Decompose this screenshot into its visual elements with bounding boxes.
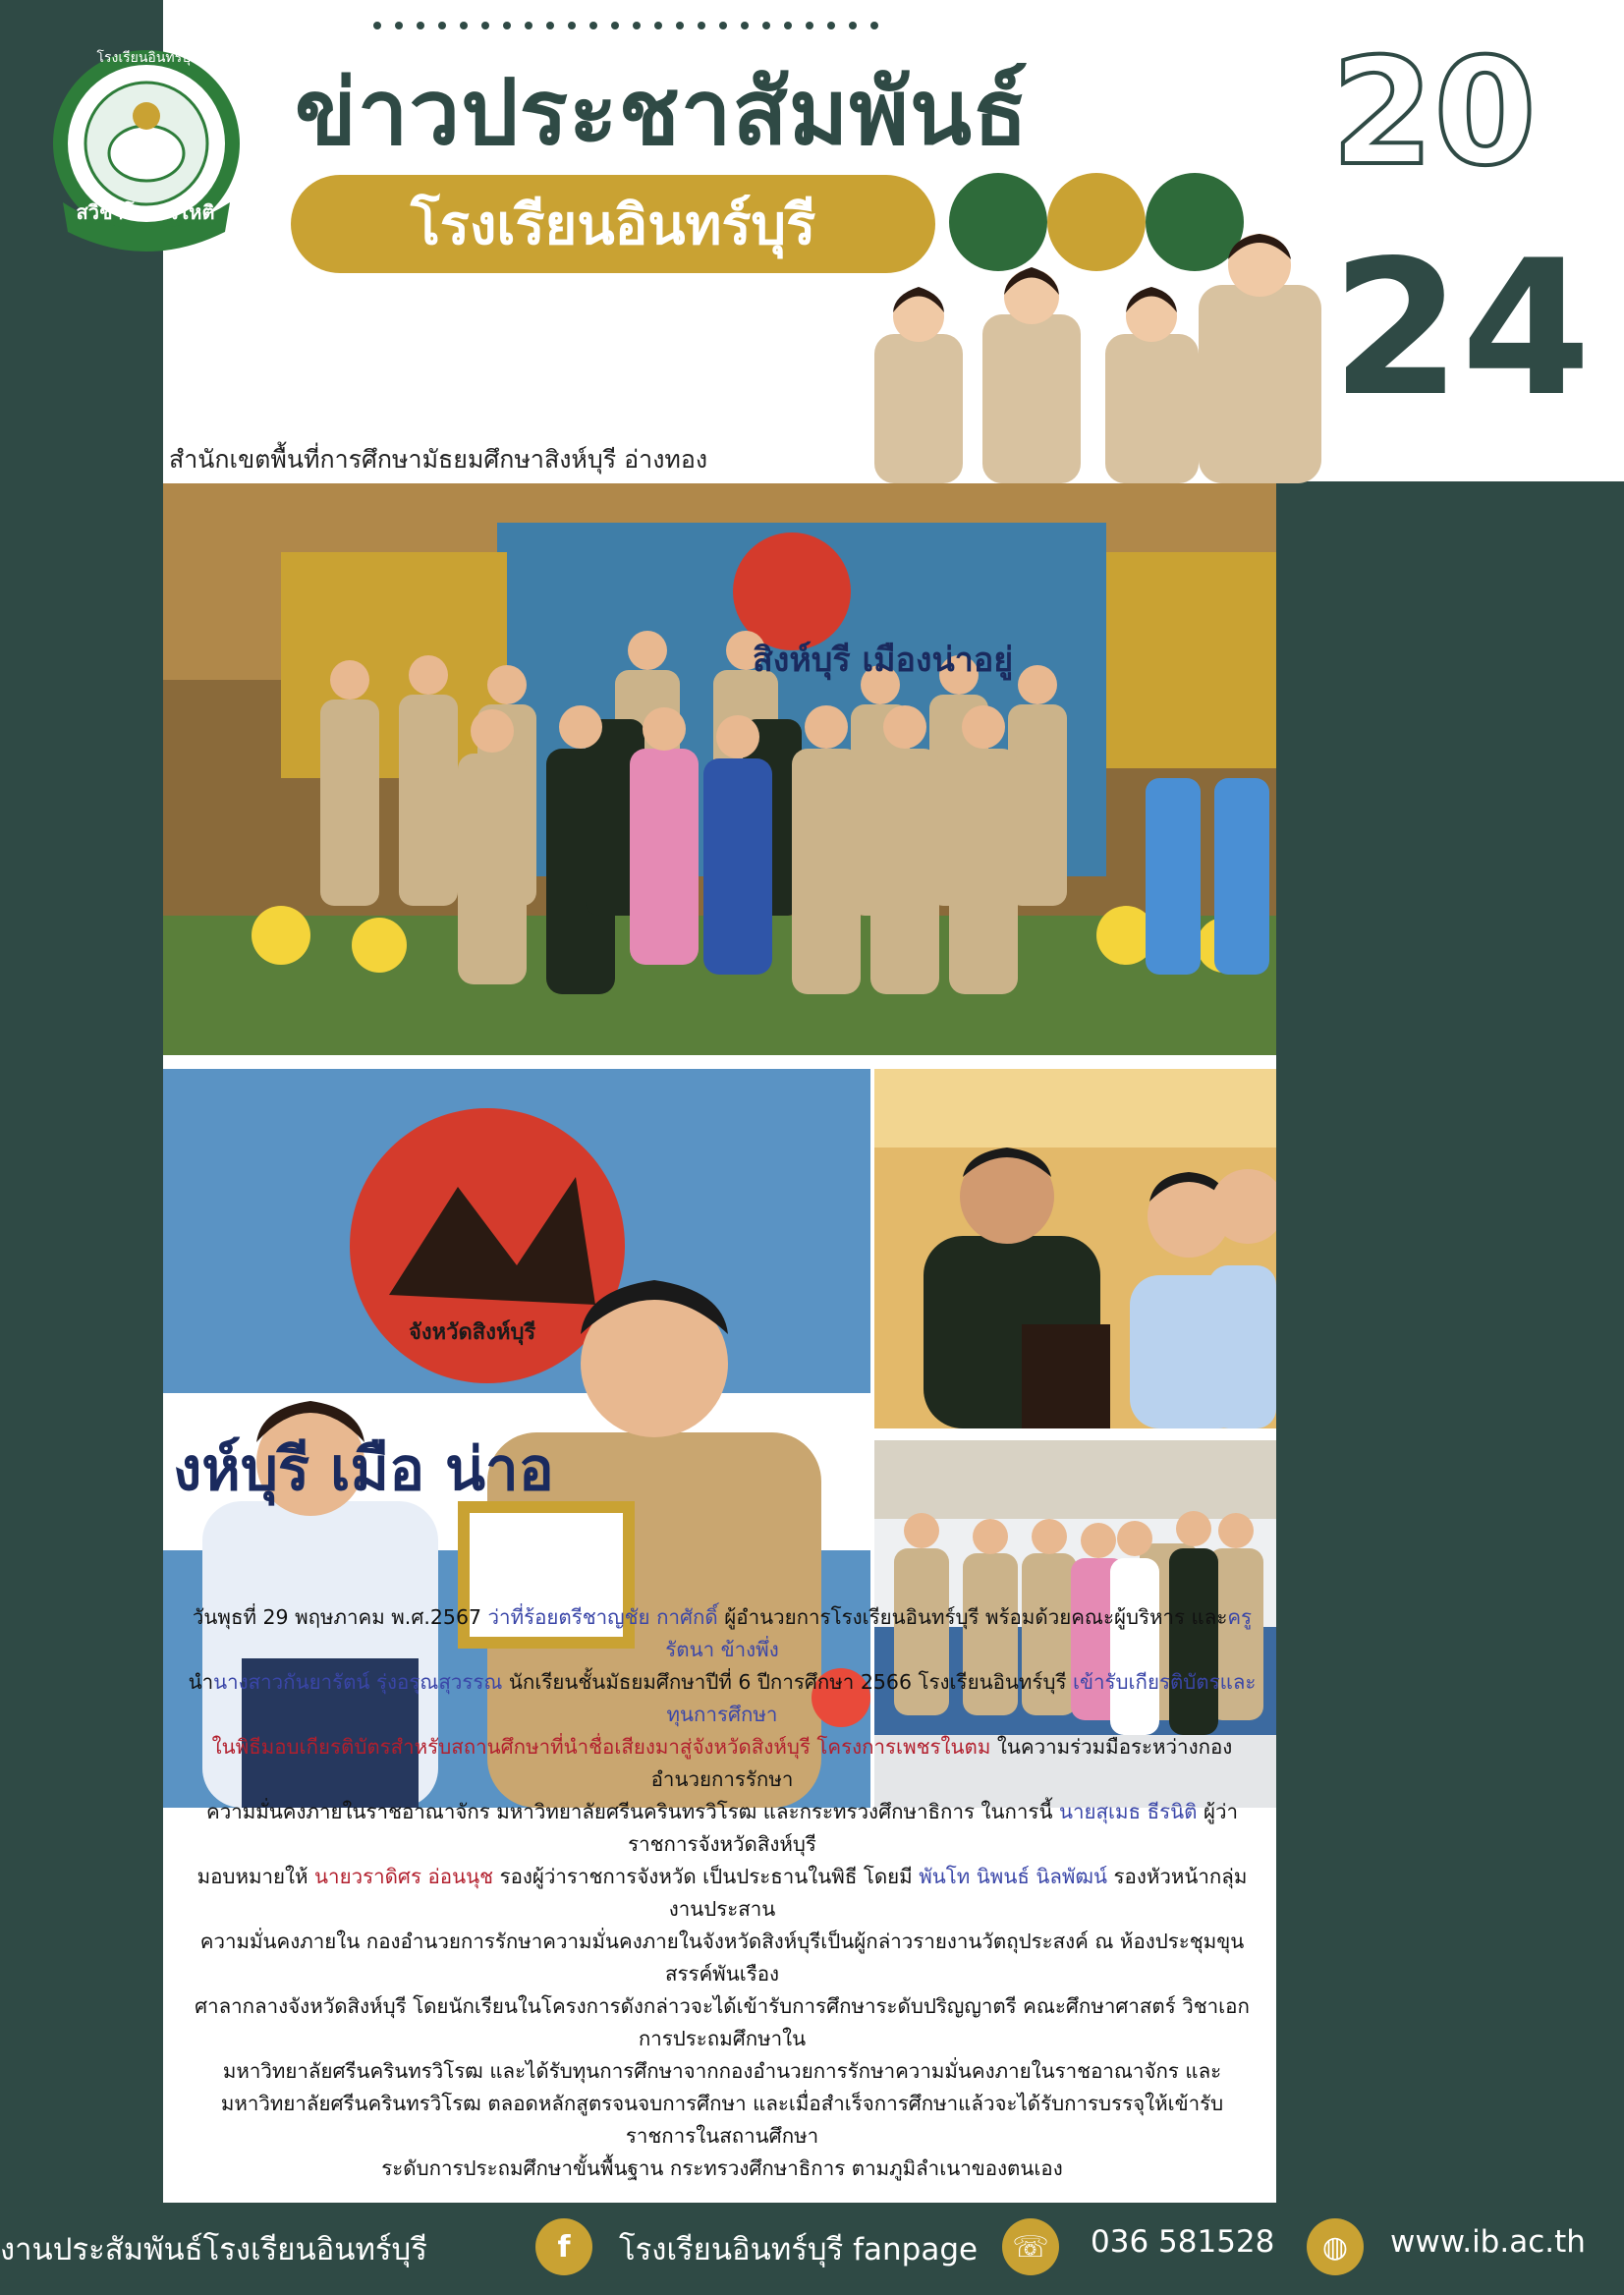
school-name-pill: โรงเรียนอินทร์บุรี xyxy=(291,175,935,273)
staff-portrait xyxy=(865,226,1326,483)
logo-motto: สวิชาโน ภวํโหติ xyxy=(76,200,215,224)
footer-fanpage[interactable]: โรงเรียนอินทร์บุรี fanpage xyxy=(619,2232,979,2267)
year-top: 20 xyxy=(1331,28,1537,198)
article-body xyxy=(187,1601,1258,2185)
photo-group-ceremony xyxy=(163,483,1276,1055)
footer xyxy=(0,2203,1624,2295)
article-line: ความมั่นคงภายในราชอาณาจักร มหาวิทยาลัยศรีนครินทรวิโรฒ และกระทรวงศึกษาธิการ ในการนี้ นายสุเมธ ธีรนิติ ผู้ว่าราชการจังหวัดสิงห์บุรี xyxy=(205,1800,1238,1856)
phone-icon[interactable]: ☏ xyxy=(1002,2218,1059,2275)
footer-website[interactable]: www.ib.ac.th xyxy=(1390,2224,1586,2260)
article-line: ในพิธีมอบเกียรติบัตรสำหรับสถานศึกษาที่นำชื่อเสียงมาสู่จังหวัดสิงห์บุรี โครงการเพชรในตม ในความร่วมมือระหว่างกองอำนวยการรักษา xyxy=(211,1735,1233,1791)
footer-pr: งานประสัมพันธ์โรงเรียนอินทร์บุรี xyxy=(0,2232,427,2267)
article-line: นำนางสาวกันยารัตน์ รุ่งอรุณสุวรรณ นักเรียนชั้นมัธยมศึกษาปีที่ 6 ปีการศึกษา 2566 โรงเรียนอินทร์บุรี เข้ารับเกียรติบัตรและทุนการศึกษา xyxy=(188,1670,1257,1726)
article-line: มหาวิทยาลัยศรีนครินทรวิโรฒ และได้รับทุนการศึกษาจากกองอำนวยการรักษาความมั่นคงภายในราชอาณาจักร และ xyxy=(222,2059,1222,2083)
banner-text: งห์บุรี เมือ น่าอ xyxy=(173,1435,554,1504)
article-line: วันพุธที่ 29 พฤษภาคม พ.ศ.2567 ว่าที่ร้อยตรีชาญชัย กาศักดิ์ ผู้อำนวยการโรงเรียนอินทร์บุรี พร้อมด้วยคณะผู้บริหาร และครูรัตนา ข้างพึ่ง xyxy=(192,1605,1253,1661)
photo-speaker xyxy=(874,1069,1276,1428)
article-line: ความมั่นคงภายใน กองอำนวยการรักษาความมั่นคงภายในจังหวัดสิงห์บุรีเป็นผู้กล่าวรายงานวัตถุประสงค์ ณ ห้องประชุมขุนสรรค์พันเรือง xyxy=(199,1930,1245,1986)
seal-text: จังหวัดสิงห์บุรี xyxy=(409,1320,536,1345)
decorative-dots xyxy=(373,22,878,29)
logo-ring-text: โรงเรียนอินทร์บุรี xyxy=(96,50,198,66)
office-subheader: สำนักเขตพื้นที่การศึกษามัธยมศึกษาสิงห์บุรี อ่างทอง xyxy=(169,445,708,474)
facebook-icon[interactable]: f xyxy=(535,2218,592,2275)
page-title: ข่าวประชาสัมพันธ์ xyxy=(295,60,1030,165)
article-line: ระดับการประถมศึกษาขั้นพื้นฐาน กระทรวงศึกษาธิการ ตามภูมิลำเนาของตนเอง xyxy=(381,2156,1063,2180)
article-line: มหาวิทยาลัยศรีนครินทรวิโรฒ ตลอดหลักสูตรจนจบการศึกษา และเมื่อสำเร็จการศึกษาแล้วจะได้รับการบรรจุให้เข้ารับราชการในสถานศึกษา xyxy=(220,2092,1224,2148)
year-bottom: 24 xyxy=(1331,220,1592,437)
banner-text: สิงห์บุรี เมืองน่าอยู่ xyxy=(753,641,1014,680)
article-line: มอบหมายให้ นายวราดิศร อ่อนนุช รองผู้ว่าราชการจังหวัด เป็นประธานในพิธี โดยมี พันโท นิพนธ์ นิลพัฒน์ รองหัวหน้ากลุ่มงานประสาน xyxy=(196,1865,1248,1921)
globe-icon[interactable]: ◍ xyxy=(1307,2218,1364,2275)
footer-phone[interactable]: 036 581528 xyxy=(1091,2224,1275,2260)
article-line: ศาลากลางจังหวัดสิงห์บุรี โดยนักเรียนในโครงการดังกล่าวจะได้เข้ารับการศึกษาระดับปริญญาตรี คณะศึกษาศาสตร์ วิชาเอกการประถมศึกษาใน xyxy=(195,1994,1250,2050)
